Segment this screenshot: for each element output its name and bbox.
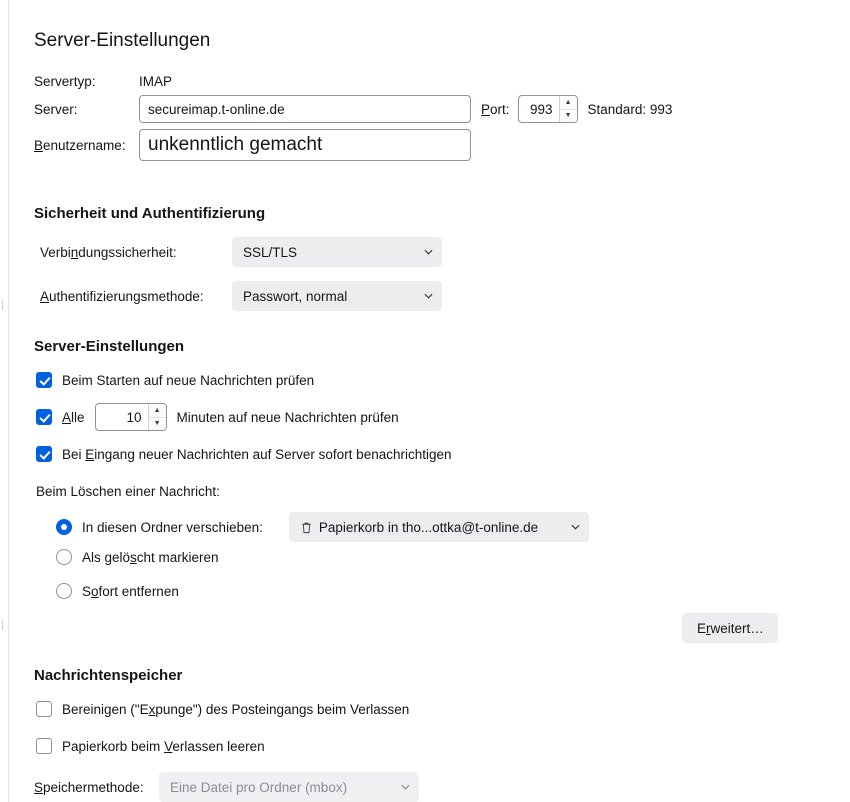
interval-spinner-buttons[interactable] [148, 404, 166, 430]
server-label: Server: [34, 101, 78, 117]
check-on-startup-label: Beim Starten auf neue Nachrichten prüfen [62, 372, 315, 388]
check-interval-checkbox[interactable] [36, 409, 52, 425]
port-spinner-buttons[interactable] [559, 96, 577, 122]
interval-stepper[interactable] [95, 403, 167, 431]
advanced-button-label: Erweitert… [697, 620, 764, 636]
port-input[interactable] [519, 96, 559, 122]
move-to-folder-label: In diesen Ordner verschieben: [82, 519, 263, 535]
storage-heading: Nachrichtenspeicher [34, 667, 183, 684]
trash-folder-value: Papierkorb in tho...ottka@t-online.de [318, 519, 539, 535]
security-heading: Sicherheit und Authentifizierung [34, 205, 266, 222]
connection-security-label: Verbindungssicherheit: [40, 244, 177, 260]
mark-deleted-label: Als gelöscht markieren [82, 549, 219, 565]
port-stepper[interactable] [518, 95, 578, 123]
notify-new-checkbox[interactable] [36, 446, 52, 462]
rail-tick [2, 620, 6, 630]
on-delete-label: Beim Löschen einer Nachricht: [36, 484, 220, 499]
check-interval-prefix: Alle [62, 409, 85, 425]
remove-immediately-radio[interactable] [56, 583, 72, 599]
auth-method-label: Authentifizierungsmethode: [40, 288, 204, 304]
settings-content [34, 0, 834, 795]
username-row [34, 129, 471, 161]
store-method-select[interactable] [159, 772, 419, 802]
expunge-checkbox[interactable] [36, 701, 52, 717]
expunge-label: Bereinigen ("Expunge") des Posteingangs beim Verlassen [62, 701, 410, 717]
username-label: Benutzername: [34, 137, 126, 153]
auth-method-value: Passwort, normal [243, 288, 348, 304]
spinner-up-icon[interactable]: ▲ [560, 96, 577, 110]
chevron-down-icon [424, 293, 433, 299]
server-row [34, 95, 672, 123]
connection-security-row [40, 237, 442, 267]
remove-immediately-row[interactable] [56, 583, 179, 599]
spinner-down-icon[interactable]: ▼ [149, 418, 166, 431]
check-on-startup-row[interactable] [36, 372, 314, 388]
server-type-row [34, 74, 172, 89]
server-type-label: Servertyp: [34, 74, 96, 89]
server-type-value: IMAP [139, 74, 173, 89]
remove-immediately-label: Sofort entfernen [82, 583, 179, 599]
chevron-down-icon [401, 784, 410, 790]
server-settings-heading: Server-Einstellungen [34, 338, 185, 355]
move-to-folder-row[interactable] [56, 512, 589, 542]
store-method-label: Speichermethode: [34, 779, 144, 795]
rail-tick [2, 300, 6, 310]
expunge-row[interactable] [36, 701, 409, 717]
interval-input[interactable] [96, 404, 148, 430]
connection-security-value: SSL/TLS [243, 244, 298, 260]
server-input[interactable] [139, 95, 471, 123]
chevron-down-icon [424, 249, 433, 255]
auth-method-row [40, 281, 442, 311]
check-interval-suffix: Minuten auf neue Nachrichten prüfen [176, 409, 399, 425]
trash-icon [300, 521, 313, 534]
empty-trash-checkbox[interactable] [36, 738, 52, 754]
chevron-down-icon [571, 524, 580, 530]
check-on-startup-checkbox[interactable] [36, 372, 52, 388]
spinner-down-icon[interactable]: ▼ [560, 110, 577, 123]
page-title: Server-Einstellungen [34, 30, 211, 51]
store-method-value: Eine Datei pro Ordner (mbox) [170, 779, 348, 795]
port-default-text: Standard: 993 [587, 101, 673, 117]
advanced-button[interactable] [682, 613, 778, 643]
connection-security-select[interactable] [232, 237, 442, 267]
store-method-row [34, 772, 419, 802]
empty-trash-row[interactable] [36, 738, 265, 754]
port-label: Port: [481, 101, 510, 117]
trash-folder-select[interactable] [289, 512, 589, 542]
move-to-folder-radio[interactable] [56, 519, 72, 535]
mark-deleted-row[interactable] [56, 549, 219, 565]
username-input[interactable] [139, 129, 471, 161]
notify-new-row[interactable] [36, 446, 452, 462]
check-interval-row[interactable] [36, 403, 399, 431]
notify-new-label: Bei Eingang neuer Nachrichten auf Server sofort benachrichtigen [62, 446, 452, 462]
left-rail [0, 0, 9, 802]
empty-trash-label: Papierkorb beim Verlassen leeren [62, 738, 265, 754]
auth-method-select[interactable] [232, 281, 442, 311]
mark-deleted-radio[interactable] [56, 549, 72, 565]
spinner-up-icon[interactable]: ▲ [149, 404, 166, 418]
